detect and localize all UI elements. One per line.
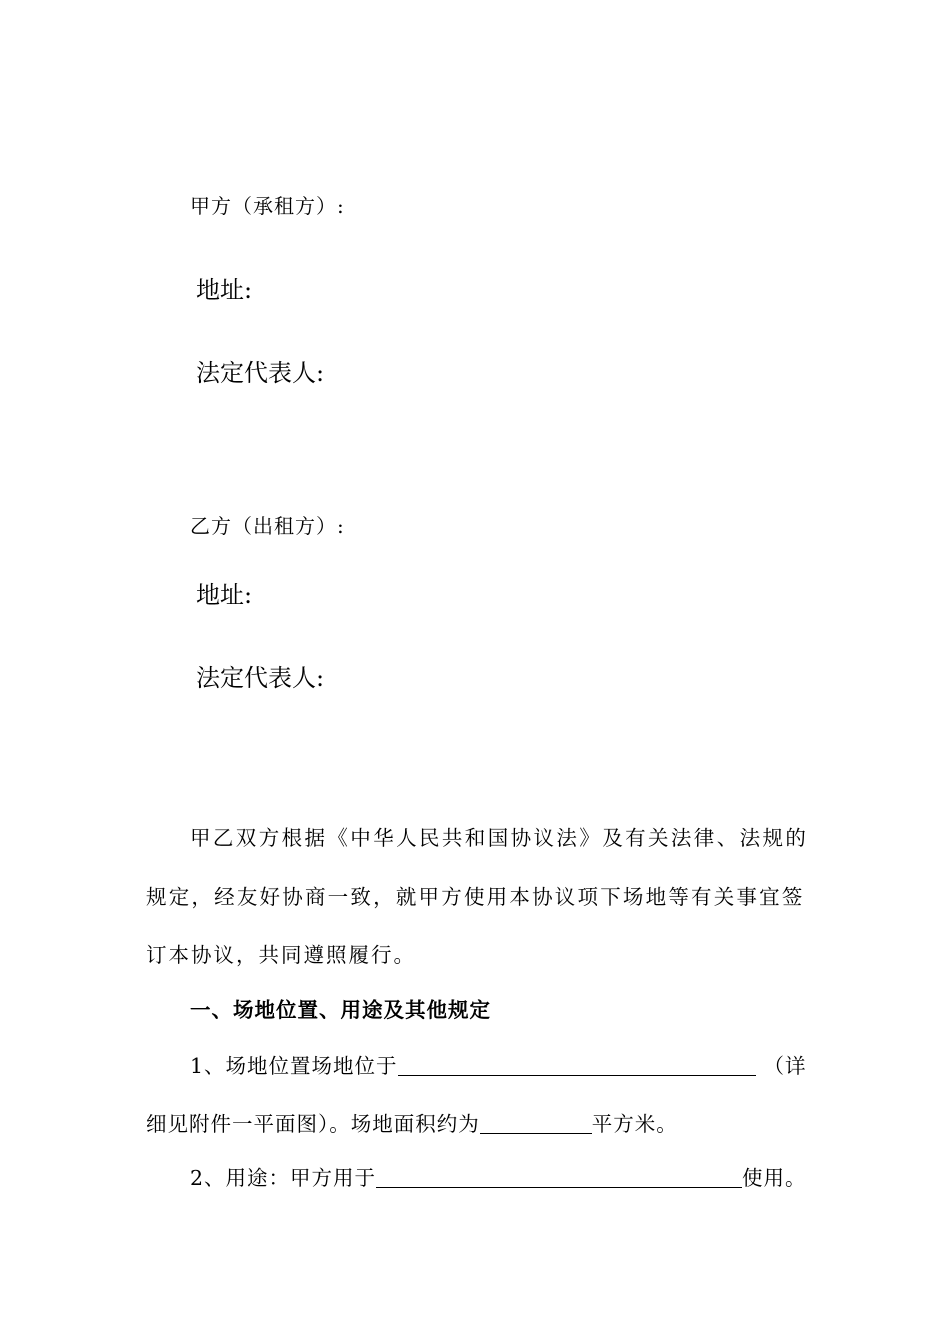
party-b-heading: 乙方（出租方）: bbox=[190, 514, 345, 538]
item-1-suffix: （详 bbox=[763, 1054, 807, 1078]
usage-blank[interactable] bbox=[376, 1167, 742, 1188]
party-a-rep-label: 法定代表人: bbox=[196, 359, 325, 387]
item-2-suffix: 使用。 bbox=[742, 1166, 807, 1190]
section-1-title: 一、场地位置、用途及其他规定 bbox=[190, 998, 491, 1022]
item-1-line-2 bbox=[146, 1113, 678, 1135]
item-1-prefix: 1、场地位置场地位于 bbox=[190, 1054, 398, 1078]
location-blank[interactable] bbox=[398, 1055, 756, 1076]
preamble-line-1: 甲乙双方根据《中华人民共和国协议法》及有关法律、法规的 bbox=[190, 826, 809, 850]
preamble-line-2: 规定，经友好协商一致，就甲方使用本协议项下场地等有关事宜签 bbox=[146, 885, 804, 909]
preamble-line-3: 订本协议，共同遵照履行。 bbox=[146, 943, 416, 967]
party-a-heading: 甲方（承租方）: bbox=[190, 194, 345, 218]
party-a-address-label: 地址: bbox=[196, 276, 253, 304]
item-1-line-1 bbox=[190, 1055, 807, 1077]
item-1-line-2-prefix: 细见附件一平面图）。场地面积约为 bbox=[146, 1112, 480, 1136]
item-1-line-2-suffix: 平方米。 bbox=[591, 1112, 678, 1136]
party-b-rep-label: 法定代表人: bbox=[196, 664, 325, 692]
party-b-address-label: 地址: bbox=[196, 581, 253, 609]
area-blank[interactable] bbox=[480, 1113, 592, 1134]
item-2-line bbox=[190, 1167, 807, 1189]
item-2-prefix: 2、用途：甲方用于 bbox=[190, 1166, 377, 1190]
